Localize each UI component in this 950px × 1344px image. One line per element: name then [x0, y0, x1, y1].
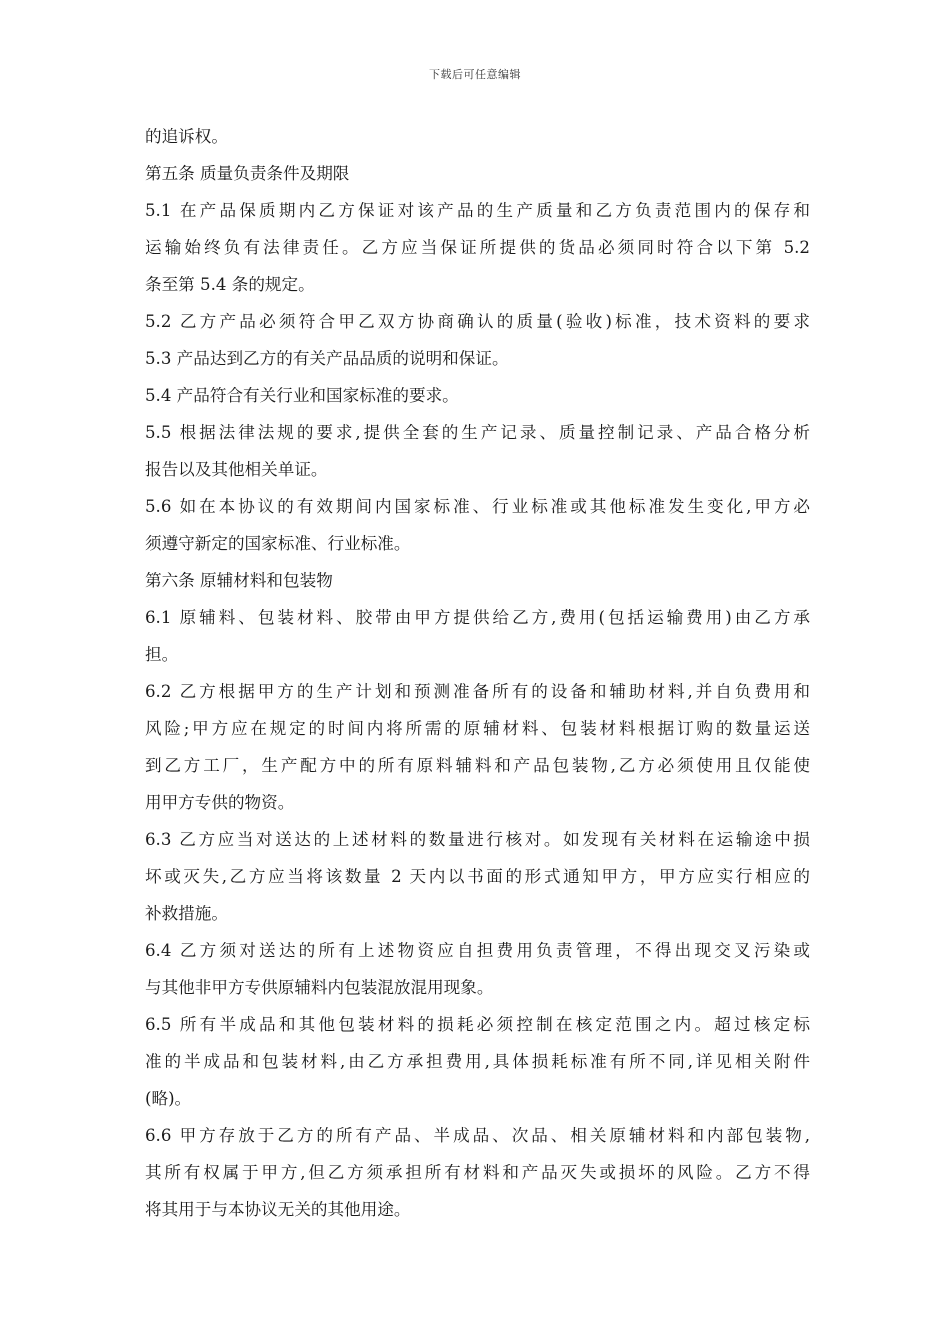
text-line: 6.5 所有半成品和其他包装材料的损耗必须控制在核定范围之内。超过核定标 — [145, 1015, 810, 1034]
page-header: 下载后可任意编辑 — [429, 68, 521, 81]
text-line: 6.1 原辅料、包装材料、胶带由甲方提供给乙方,费用(包括运输费用)由乙方承 — [145, 608, 810, 627]
text-line: 与其他非甲方专供原辅料内包装混放混用现象。 — [145, 978, 494, 997]
text-line: 其所有权属于甲方,但乙方须承担所有材料和产品灭失或损坏的风险。乙方不得 — [145, 1163, 810, 1182]
text-line: 报告以及其他相关单证。 — [145, 460, 328, 479]
text-line: 第五条 质量负责条件及期限 — [145, 164, 350, 183]
text-line: 5.3 产品达到乙方的有关产品品质的说明和保证。 — [145, 349, 509, 368]
text-line: 第六条 原辅材料和包装物 — [145, 571, 333, 590]
text-line: 的追诉权。 — [145, 127, 228, 146]
document-body — [145, 118, 810, 1228]
text-line: 5.4 产品符合有关行业和国家标准的要求。 — [145, 386, 459, 405]
text-line: 将其用于与本协议无关的其他用途。 — [145, 1200, 411, 1219]
text-line: 用甲方专供的物资。 — [145, 793, 295, 812]
text-line: 5.2 乙方产品必须符合甲乙双方协商确认的质量(验收)标准，技术资料的要求 — [145, 312, 810, 331]
text-line: 补救措施。 — [145, 904, 228, 923]
text-line: 准的半成品和包装材料,由乙方承担费用,具体损耗标准有所不同,详见相关附件 — [145, 1052, 810, 1071]
text-line: 风险;甲方应在规定的时间内将所需的原辅材料、包装材料根据订购的数量运送 — [145, 719, 810, 738]
text-line: 5.1 在产品保质期内乙方保证对该产品的生产质量和乙方负责范围内的保存和 — [145, 201, 810, 220]
text-line: 6.4 乙方须对送达的所有上述物资应自担费用负责管理，不得出现交叉污染或 — [145, 941, 810, 960]
text-line: 条至第 5.4 条的规定。 — [145, 275, 315, 294]
text-line: 6.2 乙方根据甲方的生产计划和预测准备所有的设备和辅助材料,并自负费用和 — [145, 682, 810, 701]
text-line: 5.5 根据法律法规的要求,提供全套的生产记录、质量控制记录、产品合格分析 — [145, 423, 810, 442]
text-line: 6.6 甲方存放于乙方的所有产品、半成品、次品、相关原辅材料和内部包装物, — [145, 1126, 810, 1145]
text-line: 运输始终负有法律责任。乙方应当保证所提供的货品必须同时符合以下第 5.2 — [145, 238, 810, 257]
text-line: 到乙方工厂，生产配方中的所有原料辅料和产品包装物,乙方必须使用且仅能使 — [145, 756, 810, 775]
text-line: 6.3 乙方应当对送达的上述材料的数量进行核对。如发现有关材料在运输途中损 — [145, 830, 810, 849]
text-line: 须遵守新定的国家标准、行业标准。 — [145, 534, 411, 553]
text-line: 5.6 如在本协议的有效期间内国家标准、行业标准或其他标准发生变化,甲方必 — [145, 497, 810, 516]
text-line: 坏或灭失,乙方应当将该数量 2 天内以书面的形式通知甲方，甲方应实行相应的 — [145, 867, 810, 886]
text-line: 担。 — [145, 645, 179, 664]
text-line: (略)。 — [145, 1089, 192, 1108]
